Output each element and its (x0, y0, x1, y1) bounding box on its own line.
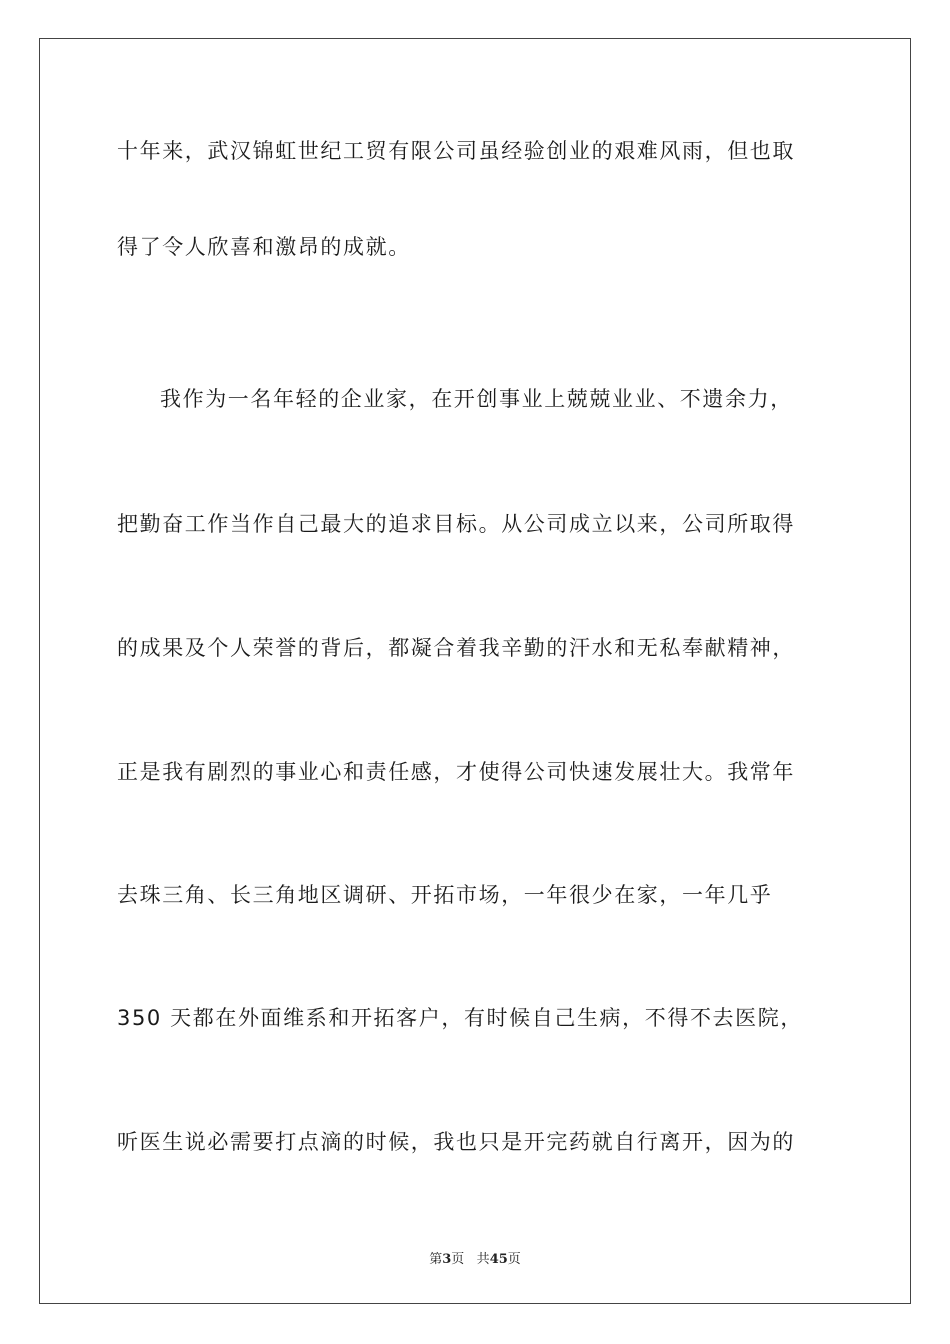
footer-total-pages: 45 (489, 1252, 508, 1267)
body-line-3: 我作为一名年轻的企业家，在开创事业上兢兢业业、不遗余力， (160, 387, 793, 411)
body-line-6: 正是我有剧烈的事业心和责任感，才使得公司快速发展壮大。我常年 (117, 760, 795, 784)
body-line-1: 十年来，武汉锦虹世纪工贸有限公司虽经验创业的艰难风雨，但也取 (117, 139, 795, 163)
footer-page-suffix: 页 (451, 1252, 465, 1267)
body-line-5: 的成果及个人荣誉的背后，都凝合着我辛勤的汗水和无私奉献精神， (117, 636, 795, 660)
body-line-8: 350 天都在外面维系和开拓客户，有时候自己生病，不得不去医院， (117, 1006, 803, 1030)
page-border (39, 38, 911, 1304)
body-line-2: 得了令人欣喜和激昂的成就。 (117, 235, 411, 259)
page-footer (0, 1248, 950, 1267)
footer-total-prefix: 共 (476, 1252, 490, 1267)
body-line-4: 把勤奋工作当作自己最大的追求目标。从公司成立以来，公司所取得 (117, 512, 795, 536)
footer-page-number: 3 (442, 1252, 452, 1267)
body-line-7: 去珠三角、长三角地区调研、开拓市场，一年很少在家，一年几乎 (117, 883, 773, 907)
footer-total-suffix: 页 (507, 1252, 521, 1267)
body-line-9: 听医生说必需要打点滴的时候，我也只是开完药就自行离开，因为的 (117, 1130, 795, 1154)
footer-page-prefix: 第 (429, 1252, 443, 1267)
